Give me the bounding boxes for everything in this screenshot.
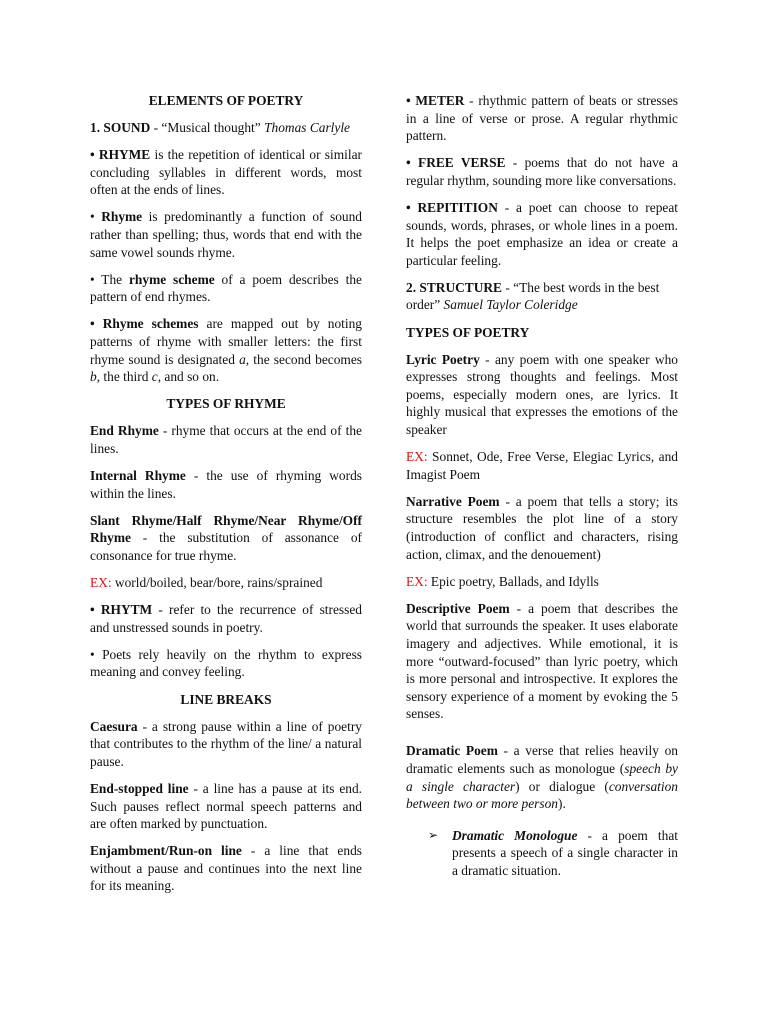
page-title: ELEMENTS OF POETRY [148,93,304,108]
example-label: EX: [406,449,428,465]
rhyme-definition: • RHYME is the repetition of identical or similar concluding syllables in different words, most often at the ends of lines. [90,147,363,198]
rhyme-sound-paragraph: • Rhyme is predominantly a function of sound rather than spelling; thus, words that end with the same vowel sounds rhyme. [90,209,362,260]
lyric-example: EX: Sonnet, Ode, Free Verse, Elegiac Lyrics, and Imagist Poem [406,449,678,482]
structure-section-heading: 2. STRUCTURE - “The best words in the best order” Samuel Taylor Coleridge [406,279,660,313]
end-rhyme-paragraph: End Rhyme - rhyme that occurs at the end of the lines. [90,423,362,456]
free-verse-paragraph: • FREE VERSE - poems that do not have a regular rhythm, sounding more like conversations. [406,155,678,188]
narrative-poem-paragraph: Narrative Poem - a poem that tells a story; its structure resembles the plot line of a story (introduction of conflict and characters, rising action, climax, and the denouement) [406,493,678,562]
enjambment-paragraph: Enjambment/Run-on line - a line that ends without a pause and continues into the next line for its meaning. [90,843,362,894]
repitition-paragraph: • REPITITION - a poet can choose to repeat sounds, words, phrases, or whole lines in a poem. It helps the poet emphasize an idea or create a particular feeling. [406,199,679,268]
example-label: EX: [90,575,112,591]
right-column [406,92,678,889]
slant-rhyme-example: EX: world/boiled, bear/bore, rains/sprained [90,575,323,591]
structure-author: Samuel Taylor Coleridge [443,297,578,313]
descriptive-poem-paragraph: Descriptive Poem - a poem that describes the world that surrounds the speaker. It uses elaborate imagery and adjectives. While emotional, it is more “outward-focused” than lyric poetry, which is more personal and introspective. It explores the sensory experience of a moment by evoking the 5 senses. [406,600,678,722]
dramatic-monologue-item: ➢ Dramatic Monologue - a poem that presents a speech of a single character in a dramatic situation. [428,827,678,878]
dramatic-poem-paragraph: Dramatic Poem - a verse that relies heavily on dramatic elements such as monologue (speech by a single character) or dialogue (conversation between two or more person). [406,743,678,812]
sound-author: Thomas Carlyle [264,120,350,136]
left-column [90,92,362,904]
end-stopped-paragraph: End-stopped line - a line has a pause at its end. Such pauses reflect normal speech patterns and are often marked by punctuation. [90,780,363,832]
rhyme-schemes-paragraph: • Rhyme schemes are mapped out by noting patterns of rhyme with smaller letters: the first rhyme sound is designated a, the second becomes b, the third c, and so on. [90,316,362,385]
slant-rhyme-paragraph: Slant Rhyme/Half Rhyme/Near Rhyme/Off Rhyme - the substitution of assonance of consonance for true rhyme. [90,512,362,563]
poets-rhythm-paragraph: • Poets rely heavily on the rhythm to express meaning and convey feeling. [90,646,362,680]
line-breaks-heading: LINE BREAKS [180,691,272,707]
caesura-paragraph: Caesura - a strong pause within a line of poetry that contributes to the rhythm of the line/ a natural pause. [90,718,362,769]
narrative-example: EX: Epic poetry, Ballads, and Idylls [406,573,599,589]
rhyme-scheme-paragraph: • The rhyme scheme of a poem describes the pattern of end rhymes. [90,271,362,305]
internal-rhyme-paragraph: Internal Rhyme - the use of rhyming words within the lines. [90,468,362,501]
sound-section-heading: 1. SOUND - “Musical thought” Thomas Carlyle [90,120,350,136]
types-of-poetry-heading: TYPES OF POETRY [406,324,530,340]
lyric-poetry-paragraph: Lyric Poetry - any poem with one speaker who expresses strong thoughts and feelings. Most poems, especially modern ones, are lyrics. It highly musical that expresses the emotions of the speaker [406,351,678,437]
meter-paragraph: • METER - rhythmic pattern of beats or stresses in a line of verse or prose. A regular rhythmic pattern. [406,93,678,144]
arrow-bullet-icon: ➢ [428,827,439,842]
example-label: EX: [406,573,428,589]
sound-label: 1. SOUND [90,120,151,136]
types-of-rhyme-heading: TYPES OF RHYME [166,396,286,412]
rhytm-paragraph: • RHYTM - refer to the recurrence of stressed and unstressed sounds in poetry. [90,602,362,635]
sound-quote: “Musical thought” [161,120,265,136]
